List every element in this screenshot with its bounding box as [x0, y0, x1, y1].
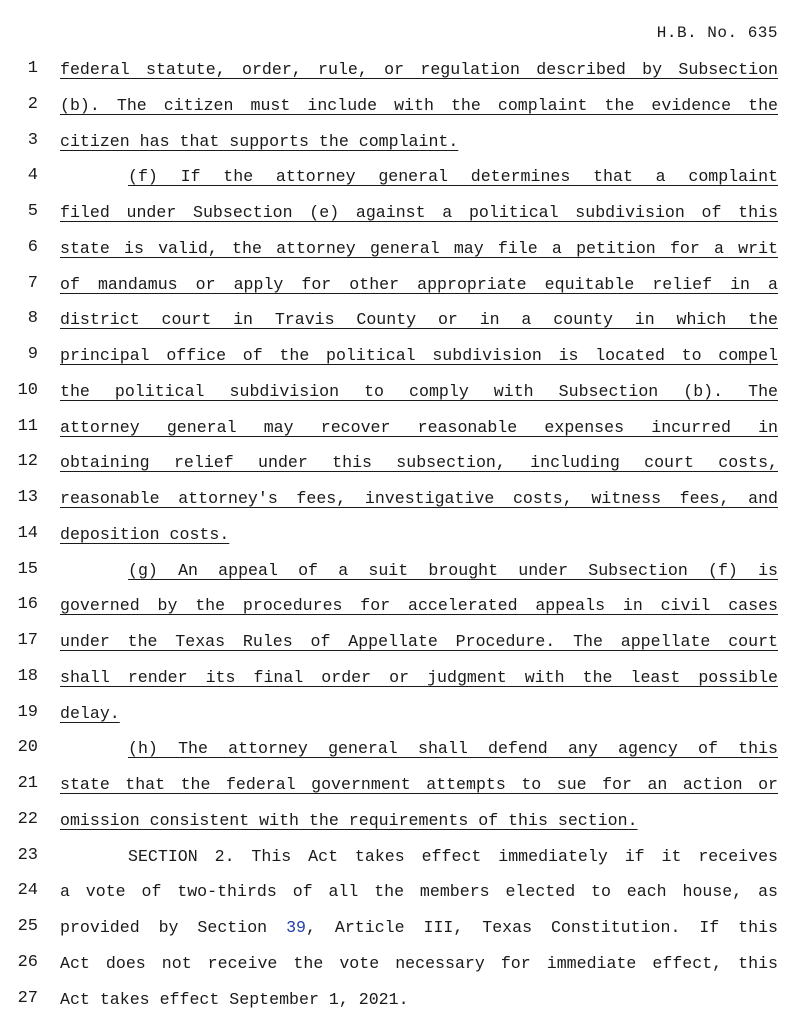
line-18 [0, 661, 808, 697]
line-number: 3 [27, 130, 38, 150]
line-number: 13 [17, 488, 38, 507]
line-19 [0, 697, 808, 733]
line-text: reasonable attorney's fees, investigative costs, witness fees, and [60, 489, 778, 508]
line-number: 26 [17, 952, 38, 972]
line-text: under the Texas Rules of Appellate Procedure. The appellate court [60, 632, 778, 651]
line-text-pre: provided by Section [60, 918, 287, 937]
line-text: of mandamus or apply for other appropriate equitable relief in a [60, 274, 778, 294]
line-text: delay. [60, 703, 120, 723]
line-text: governed by the procedures for accelerated appeals in civil cases [60, 596, 778, 616]
line-16 [0, 589, 808, 625]
line-text: deposition costs. [60, 524, 230, 544]
line-text: shall render its final order or judgment with the least possible [60, 667, 778, 687]
line-number: 5 [27, 202, 38, 221]
line-20 [0, 732, 808, 768]
line-number: 20 [17, 738, 38, 758]
line-number: 1 [27, 59, 38, 78]
line-text-post: , Article III, Texas Constitution. If this [305, 918, 778, 937]
line-number: 25 [17, 917, 38, 936]
line-text: (f) If the attorney general determines that a complaint [128, 167, 778, 187]
line-text: Act takes effect September 1, 2021. [60, 989, 409, 1009]
line-text: the political subdivision to comply with Subsection (b). The [60, 381, 778, 401]
line-number: 16 [17, 595, 38, 615]
line-text: federal statute, order, rule, or regulation described by Subsection [60, 60, 778, 79]
line-11 [0, 411, 808, 447]
line-1 [0, 53, 808, 89]
line-text: district court in Travis County or in a county in which the [60, 310, 778, 330]
line-number: 19 [17, 702, 38, 722]
line-13 [0, 482, 808, 518]
line-text: obtaining relief under this subsection, including court costs, [60, 453, 778, 473]
line-number: 23 [17, 845, 38, 865]
line-10 [0, 375, 808, 411]
line-number: 10 [17, 380, 38, 400]
line-number: 24 [17, 881, 38, 901]
line-number: 22 [17, 809, 38, 829]
line-number: 7 [27, 273, 38, 293]
line-6 [0, 232, 808, 268]
page-header: H.B. No. 635 [656, 24, 778, 42]
line-3 [0, 125, 808, 161]
line-number: 2 [27, 94, 38, 114]
line-14 [0, 518, 808, 554]
line-number: 9 [27, 345, 38, 364]
line-17 [0, 625, 808, 661]
document-body [0, 53, 808, 1018]
line-23 [0, 840, 808, 876]
section-39-link[interactable]: 39 [286, 918, 306, 937]
line-number: 12 [17, 452, 38, 472]
line-22 [0, 804, 808, 840]
line-9 [0, 339, 808, 375]
line-text: (b). The citizen must include with the complaint the evidence the [60, 95, 778, 115]
line-text: SECTION 2. This Act takes effect immediately if it receives [128, 846, 778, 866]
line-text: state that the federal government attempts to sue for an action or [60, 775, 778, 794]
line-number: 11 [17, 416, 38, 436]
line-text: (h) The attorney general shall defend any agency of this [128, 739, 778, 759]
line-number: 6 [27, 237, 38, 257]
line-5 [0, 196, 808, 232]
line-27 [0, 983, 808, 1019]
line-text: a vote of two-thirds of all the members elected to each house, as [60, 882, 778, 902]
line-text [60, 917, 778, 939]
line-25 [0, 911, 808, 947]
line-text: filed under Subsection (e) against a political subdivision of this [60, 203, 778, 222]
line-text: Act does not receive the vote necessary for immediate effect, this [60, 953, 778, 973]
line-number: 27 [17, 988, 38, 1008]
line-number: 4 [27, 166, 38, 186]
line-26 [0, 947, 808, 983]
line-15 [0, 554, 808, 590]
line-21 [0, 768, 808, 804]
line-number: 14 [17, 523, 38, 543]
line-text: citizen has that supports the complaint. [60, 131, 459, 151]
line-text: (g) An appeal of a suit brought under Subsection (f) is [128, 560, 778, 580]
line-text: state is valid, the attorney general may file a petition for a writ [60, 238, 778, 258]
line-7 [0, 268, 808, 304]
line-text: principal office of the political subdivision is located to compel [60, 346, 778, 365]
line-text: attorney general may recover reasonable expenses incurred in [60, 417, 778, 437]
line-number: 21 [17, 774, 38, 793]
line-2 [0, 89, 808, 125]
line-24 [0, 875, 808, 911]
line-number: 15 [17, 559, 38, 579]
line-12 [0, 446, 808, 482]
line-number: 18 [17, 666, 38, 686]
line-number: 17 [17, 631, 38, 650]
line-number: 8 [27, 309, 38, 329]
line-8 [0, 303, 808, 339]
line-4 [0, 160, 808, 196]
line-text: omission consistent with the requirements of this section. [60, 810, 638, 830]
